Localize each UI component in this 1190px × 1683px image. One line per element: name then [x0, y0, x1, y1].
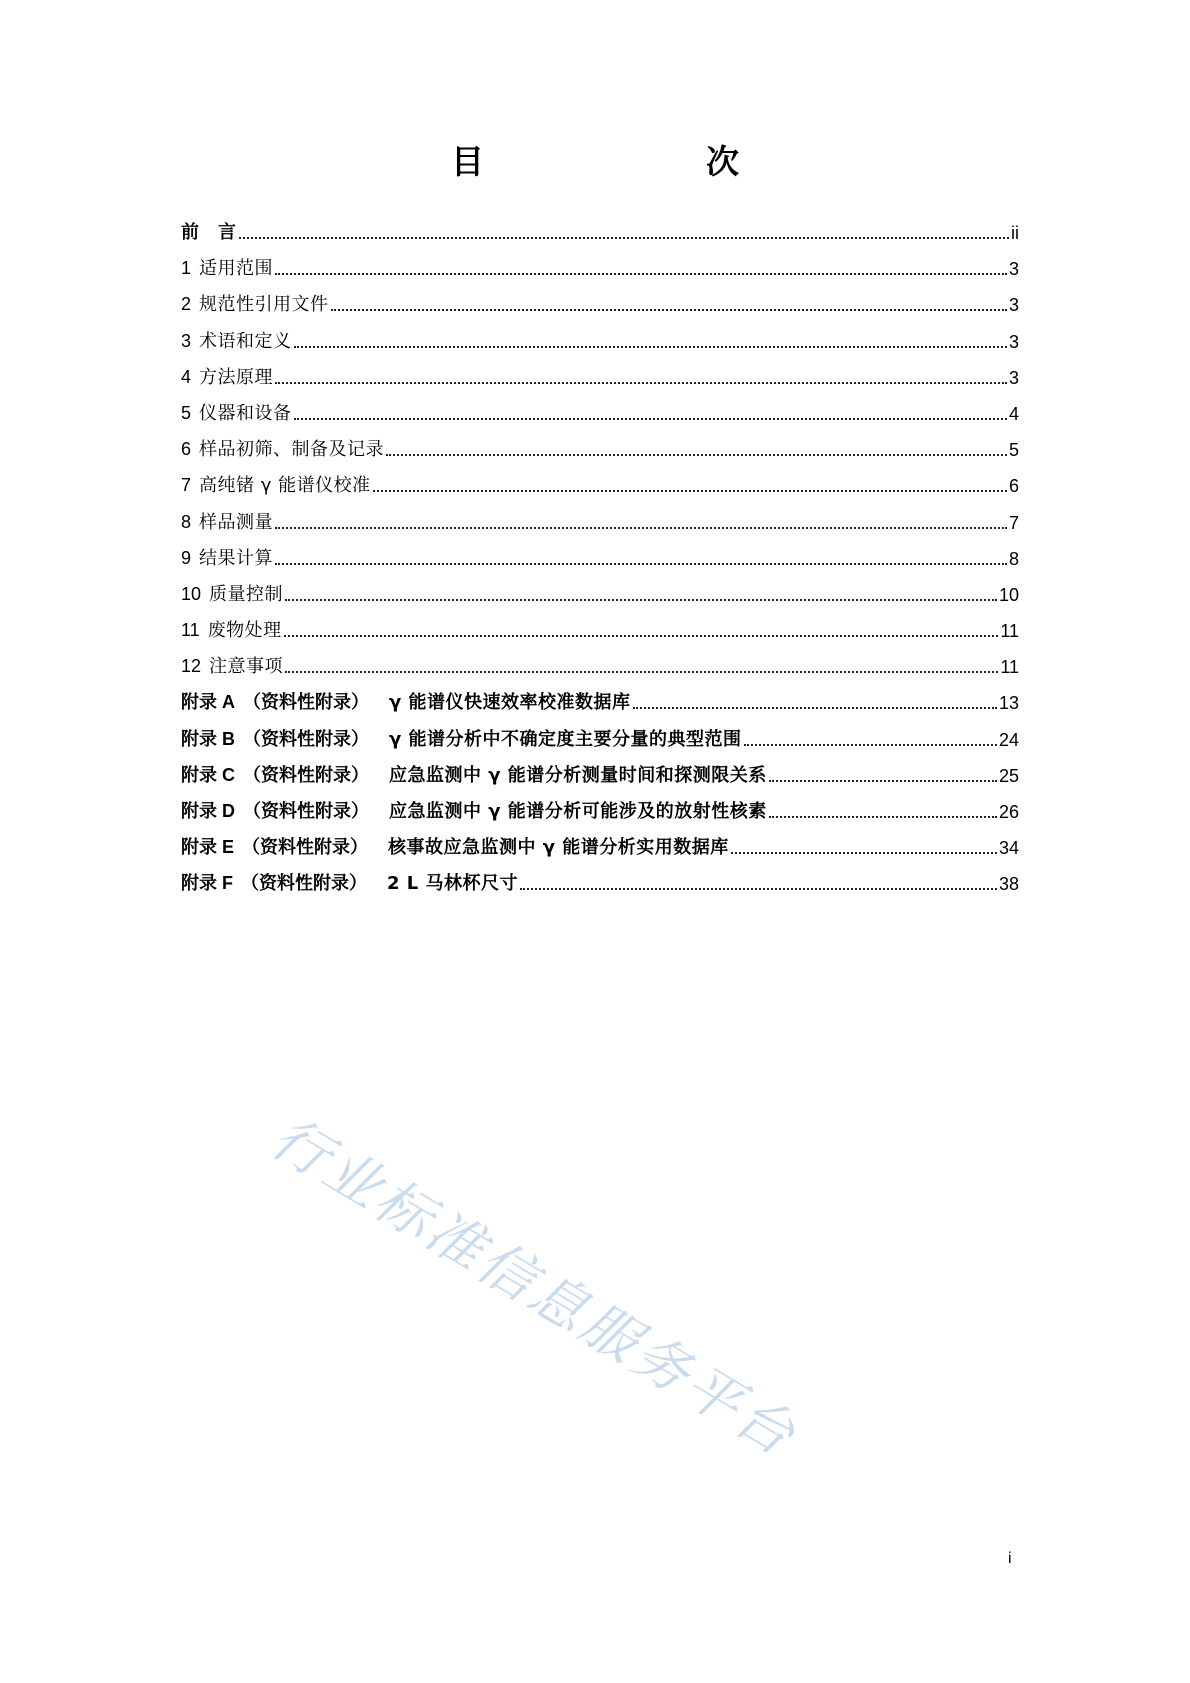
toc-leader-dots: [275, 553, 1007, 565]
toc-entry[interactable]: [181, 678, 1019, 714]
toc-entry-title: γ 能谱分析中不确定度主要分量的典型范围: [389, 728, 742, 750]
toc-entry-number: 附录 F: [181, 873, 233, 894]
toc-entry-title: 方法原理: [199, 366, 274, 388]
toc-entry-category: （资料性附录）: [243, 764, 369, 786]
toc-entry-label: [181, 222, 237, 244]
toc-entry[interactable]: [181, 353, 1019, 389]
toc-entry-label: [181, 330, 292, 353]
toc-entry-category: （资料性附录）: [243, 801, 369, 822]
toc-leader-dots: [386, 444, 1007, 456]
toc-entry-title: 注意事项: [209, 656, 284, 678]
toc-entry-number: 6: [181, 439, 192, 460]
toc-entry-category: （资料性附录）: [243, 692, 369, 714]
page-title: 目 次: [451, 142, 791, 181]
toc-entry-page: 38: [998, 874, 1019, 895]
toc-leader-dots: [744, 734, 997, 746]
toc-leader-dots: [294, 408, 1007, 420]
toc-entry[interactable]: [181, 823, 1019, 859]
table-of-contents: [181, 222, 1019, 895]
toc-entry-label: [181, 366, 273, 389]
toc-leader-dots: [285, 589, 997, 601]
toc-entry-title: 废物处理: [207, 620, 282, 642]
toc-entry-title: 样品测量: [199, 511, 274, 533]
toc-entry-number: 9: [181, 547, 192, 568]
toc-entry-number: 2: [181, 294, 192, 315]
toc-entry-number: 4: [181, 366, 192, 387]
toc-entry[interactable]: [181, 316, 1019, 352]
toc-entry[interactable]: [181, 222, 1019, 244]
toc-entry-title: 2 L 马林杯尺寸: [387, 873, 519, 895]
toc-leader-dots: [284, 625, 999, 637]
toc-entry-page: 3: [1008, 259, 1019, 280]
toc-entry-title: 仪器和设备: [199, 402, 292, 424]
toc-entry-label: [181, 474, 371, 497]
toc-entry-page: 13: [998, 693, 1019, 714]
toc-entry-label: [181, 619, 282, 642]
toc-leader-dots: [731, 842, 997, 854]
toc-entry-label: [181, 438, 384, 461]
toc-entry-title: 样品初筛、制备及记录: [199, 439, 385, 461]
toc-entry-label: [181, 691, 631, 714]
toc-entry[interactable]: [181, 497, 1019, 533]
toc-entry-page: 3: [1008, 367, 1019, 388]
toc-entry-number: 附录 D: [181, 801, 235, 821]
toc-entry[interactable]: [181, 859, 1019, 895]
toc-entry-label: [181, 402, 292, 425]
toc-leader-dots: [331, 299, 1007, 311]
toc-entry-category: （资料性附录）: [242, 837, 369, 859]
toc-entry-title: 质量控制: [209, 583, 284, 605]
toc-entry[interactable]: [181, 280, 1019, 316]
toc-entry-label: [181, 728, 742, 751]
toc-entry-label: [181, 836, 729, 859]
toc-entry-page: 10: [998, 584, 1019, 605]
toc-entry-label: [181, 547, 273, 570]
toc-entry-page: 26: [998, 802, 1019, 822]
toc-leader-dots: [633, 697, 997, 709]
toc-entry-title: 应急监测中 γ 能谱分析可能涉及的放射性核素: [389, 801, 767, 822]
toc-entry-title: 核事故应急监测中 γ 能谱分析实用数据库: [388, 837, 729, 859]
toc-entry-number: 附录 B: [181, 728, 235, 749]
toc-leader-dots: [769, 806, 997, 818]
toc-entry[interactable]: [181, 606, 1019, 642]
toc-leader-dots: [769, 770, 997, 782]
toc-entry-number: 1: [181, 258, 192, 279]
toc-entry-label: [181, 293, 329, 316]
toc-leader-dots: [275, 263, 1007, 275]
toc-entry[interactable]: [181, 570, 1019, 606]
toc-entry-title: 前 言: [181, 222, 237, 243]
toc-entry-page: 8: [1008, 548, 1019, 569]
toc-leader-dots: [294, 336, 1007, 348]
watermark: 行业标准信息服务平台: [260, 1105, 809, 1471]
toc-entry-title: 术语和定义: [199, 330, 292, 352]
toc-entry-page: 34: [998, 838, 1019, 859]
toc-entry-label: [181, 872, 518, 895]
toc-entry-page: 7: [1008, 512, 1019, 533]
toc-entry-page: 6: [1008, 476, 1019, 497]
toc-entry[interactable]: [181, 642, 1019, 678]
toc-entry[interactable]: [181, 714, 1019, 750]
toc-entry-label: [181, 655, 283, 678]
toc-entry[interactable]: [181, 751, 1019, 787]
toc-entry[interactable]: [181, 244, 1019, 280]
page-number: i: [1008, 1550, 1012, 1567]
toc-entry-page: 5: [1008, 440, 1019, 461]
toc-entry-page: 11: [1000, 621, 1019, 642]
toc-entry-number: 10: [181, 583, 202, 604]
toc-entry-label: [181, 511, 273, 534]
toc-entry-page: 11: [1000, 657, 1019, 678]
toc-entry-title: 结果计算: [199, 547, 274, 569]
toc-entry-page: 3: [1008, 331, 1019, 352]
toc-leader-dots: [520, 878, 997, 890]
toc-entry[interactable]: [181, 787, 1019, 823]
toc-entry-category: （资料性附录）: [243, 728, 369, 750]
toc-entry-number: 11: [181, 620, 200, 641]
toc-entry[interactable]: [181, 389, 1019, 425]
toc-entry[interactable]: [181, 425, 1019, 461]
toc-entry-number: 3: [181, 330, 192, 351]
toc-entry-page: 4: [1008, 403, 1019, 424]
toc-entry-number: 8: [181, 511, 192, 532]
toc-entry-title: 适用范围: [199, 258, 274, 280]
toc-entry-title: 应急监测中 γ 能谱分析测量时间和探测限关系: [389, 764, 767, 786]
toc-entry-label: [181, 800, 767, 823]
toc-entry-label: [181, 764, 767, 787]
toc-entry-number: 12: [181, 656, 202, 677]
toc-entry-page: 24: [998, 729, 1019, 750]
toc-entry-label: [181, 583, 283, 606]
toc-entry-page: 25: [998, 765, 1019, 786]
toc-leader-dots: [239, 227, 1010, 239]
toc-entry-title: 高纯锗 γ 能谱仪校准: [199, 475, 371, 497]
toc-entry-number: 附录 A: [181, 692, 235, 713]
toc-entry-label: [181, 257, 273, 280]
toc-entry-number: 附录 E: [181, 837, 235, 858]
toc-entry[interactable]: [181, 534, 1019, 570]
toc-entry-number: 7: [181, 475, 192, 496]
toc-entry-number: 附录 C: [181, 764, 235, 785]
toc-leader-dots: [275, 517, 1007, 529]
toc-entry-category: （资料性附录）: [241, 873, 367, 895]
toc-entry-title: 规范性引用文件: [199, 294, 329, 316]
toc-leader-dots: [285, 661, 998, 673]
toc-leader-dots: [373, 480, 1007, 492]
toc-entry-title: γ 能谱仪快速效率校准数据库: [389, 692, 631, 714]
toc-entry-page: ii: [1011, 223, 1019, 243]
toc-leader-dots: [275, 372, 1007, 384]
toc-entry-number: 5: [181, 402, 192, 423]
toc-entry-page: 3: [1008, 295, 1019, 316]
toc-entry[interactable]: [181, 461, 1019, 497]
